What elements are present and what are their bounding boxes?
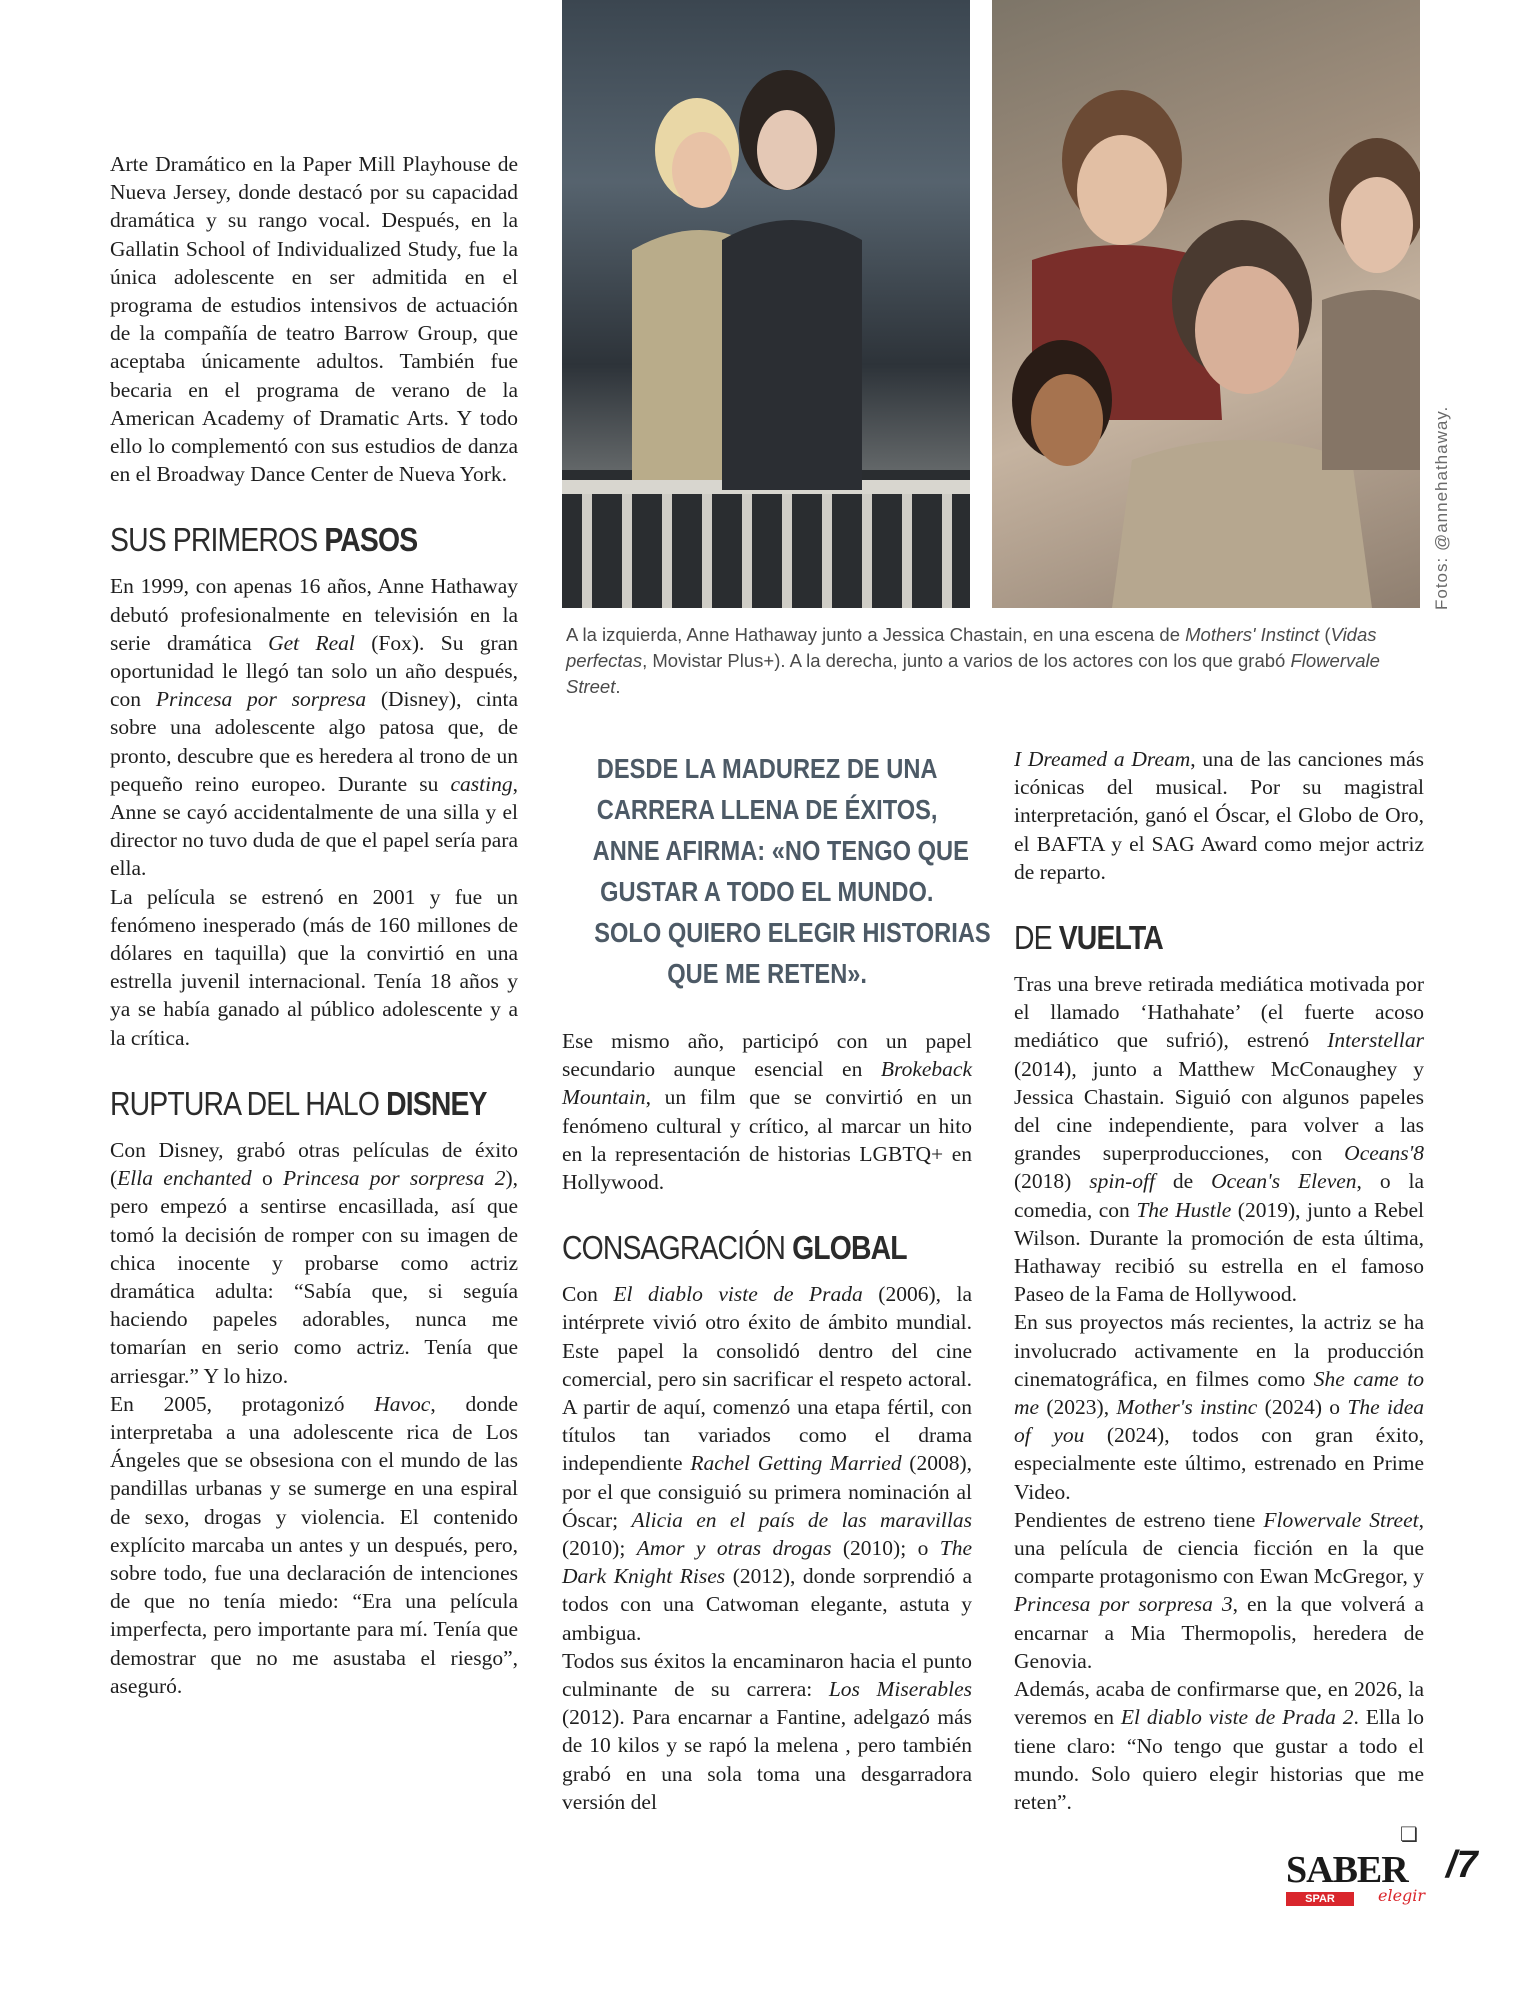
logo-spar: SPAR [1286, 1892, 1354, 1906]
section-heading: RUPTURA DEL HALO DISNEY [110, 1084, 487, 1122]
section-heading: CONSAGRACIÓN GLOBAL [562, 1229, 907, 1267]
end-of-article-icon: ❏ [1400, 1822, 1418, 1846]
paragraph: Ese mismo año, participó con un papel secundario aunque esencial en Brokeback Mountain, un film que se convirtió en un fenómeno cultural y crítico, al marcar un hito en la representación de historias LGBTQ+ en Hollywood. [562, 1029, 972, 1195]
photo-mothers-instinct [562, 0, 970, 608]
paragraph: En 1999, con apenas 16 años, Anne Hathaway debutó profesionalmente en televisión en la serie dramática Get Real (Fox). Su gran oportunidad le llegó tan solo un año después, con Princesa por sorpresa (Disney), cinta sobre una adolescente algo patosa que, de pronto, descubre que es heredera al trono de un pequeño reino europeo. Durante su casting, Anne se cayó accidentalmente de una silla y el director no tuvo duda de que el papel sería para ella. [110, 574, 519, 881]
photo-illustration [992, 0, 1420, 608]
paragraph: Arte Dramático en la Paper Mill Playhouse de Nueva Jersey, donde destacó por su capacidad dramática y su rango vocal. Después, en la Gallatin School of Individualized Study, fue la única adolescente en ser admitida en el programa de estudios intensivos de actuación de la compañía de teatro Barrow Group, que aceptaba únicamente adultos. También fue becaria en el programa de verano de la American Academy of Dramatic Arts. Y todo ello lo complementó con sus estudios de danza en el Broadway Dance Center de Nueva York. [110, 152, 518, 487]
photo-flowervale-cast [992, 0, 1420, 608]
logo-brand: SABER [1286, 1849, 1408, 1891]
photo-illustration [562, 0, 970, 608]
article-column-3 [1014, 745, 1424, 1816]
photo-caption: A la izquierda, Anne Hathaway junto a Jessica Chastain, en una escena de Mothers' Instinct (Vidas perfectas, Movistar Plus+). A la derecha, junto a varios de los actores con los que grabó Flowervale Street. [566, 624, 1380, 697]
paragraph: La película se estrenó en 2001 y fue un fenómeno inesperado (más de 160 millones de dólares en taquilla) que la convirtió en una estrella juvenil internacional. Tenía 18 años y ya se había ganado al público adolescente y a la crítica. [110, 884, 518, 1050]
paragraph: En 2005, protagonizó Havoc, donde interpretaba a una adolescente rica de Los Ángeles que se obsesiona con el mundo de las pandillas urbanas y se sumerge en una espiral de sexo, drogas y violencia. El contenido explícito marcaba un antes y un después, pero, sobre todo, fue una declaración de intenciones de que no tenía miedo: “Era una película imperfecta, pero importante para mí. Tenía que demostrar que no me asustaba el riesgo”, aseguró. [110, 1391, 518, 1698]
pull-quote [562, 748, 991, 994]
paragraph: Todos sus éxitos la encaminaron hacia el punto culminante de su carrera: Los Miserables (2012). Para encarnar a Fantine, adelgazó más de 10 kilos y se rapó la melena , pero también grabó en una sola toma una desgarradora versión del [562, 1648, 972, 1814]
article-column-1 [110, 150, 518, 1700]
quote-line: DESDE LA MADUREZ DE UNA [596, 753, 938, 784]
quote-line: GUSTAR A TODO EL MUNDO. [600, 876, 934, 907]
article-column-2 [562, 1027, 972, 1816]
quote-line: SOLO QUIERO ELEGIR HISTORIAS [594, 917, 991, 948]
section-heading: DE VUELTA [1014, 919, 1163, 957]
photo-area [562, 0, 1538, 610]
section-heading: SUS PRIMEROS PASOS [110, 521, 418, 559]
paragraph: Con El diablo viste de Prada (2006), la intérprete vivió otro éxito de ámbito mundial. Este papel la consolidó dentro del cine comercial, pero sin sacrificar el respeto actoral. A partir de aquí, comenzó una etapa fértil, con títulos tan variados como el drama independiente Rachel Getting Married (2008), por el que consiguió su primera nominación al Óscar; Alicia en el país de las maravillas (2010); Amor y otras drogas (2010); o The Dark Knight Rises (2012), donde sorprendió a todos con una Catwoman elegante, astuta y ambigua. [562, 1282, 973, 1645]
quote-line: ANNE AFIRMA: «NO TENGO QUE [592, 835, 969, 866]
paragraph: Pendientes de estreno tiene Flowervale Street, una película de ciencia ficción en la que comparte protagonismo con Ewan McGregor, y Princesa por sorpresa 3, en la que volverá a encarnar a Mia Thermopolis, heredera de Genovia. [1014, 1507, 1424, 1673]
paragraph: En sus proyectos más recientes, la actriz se ha involucrado activamente en la producción cinematográfica, en filmes como She came to me (2023), Mother's instinc (2024) o The idea of you (2024), todos con gran éxito, especialmente este último, estrenado en Prime Video. [1014, 1310, 1424, 1504]
paragraph: Tras una breve retirada mediática motivada por el llamado ‘Hathahate’ (el fuerte acoso mediático que sufrió), estrenó Interstellar (2014), junto a Matthew McConaughey y Jessica Chastain. Siguió con algunos papeles del cine independiente, para volver a las grandes superproducciones, con Oceans'8 (2018) spin-off de Ocean's Eleven, o la comedia, con The Hustle (2019), junto a Rebel Wilson. Durante la promoción de esta última, Hathaway recibió su estrella en el famoso Paseo de la Fama de Hollywood. [1014, 972, 1425, 1307]
page-number: /7 [1446, 1844, 1478, 1886]
paragraph: I Dreamed a Dream, una de las canciones más icónicas del musical. Por su magistral interpretación, ganó el Óscar, el Globo de Oro, el BAFTA y el SAG Award como mejor actriz de reparto. [1014, 747, 1424, 884]
paragraph: Además, acaba de confirmarse que, en 2026, la veremos en El diablo viste de Prada 2. Ella lo tiene claro: “No tengo que gustar a todo el mundo. Solo quiero elegir historias que me reten”. [1014, 1677, 1424, 1814]
quote-line: QUE ME RETEN». [667, 958, 867, 989]
quote-line: CARRERA LLENA DE ÉXITOS, [596, 794, 938, 825]
saber-elegir-logo [1286, 1848, 1436, 1912]
photo-credit: Fotos: @annehathaway. [1432, 405, 1451, 610]
logo-elegir: elegir [1378, 1886, 1426, 1905]
paragraph: Con Disney, grabó otras películas de éxito (Ella enchanted o Princesa por sorpresa 2), pero empezó a sentirse encasillada, así que tomó la decisión de romper con su imagen de chica inocente y probarse como actriz dramática adulta: “Sabía que, si seguía haciendo papeles adorables, nunca me tomarían en serio como actriz. Tenía que arriesgar.” Y lo hizo. [110, 1137, 518, 1388]
